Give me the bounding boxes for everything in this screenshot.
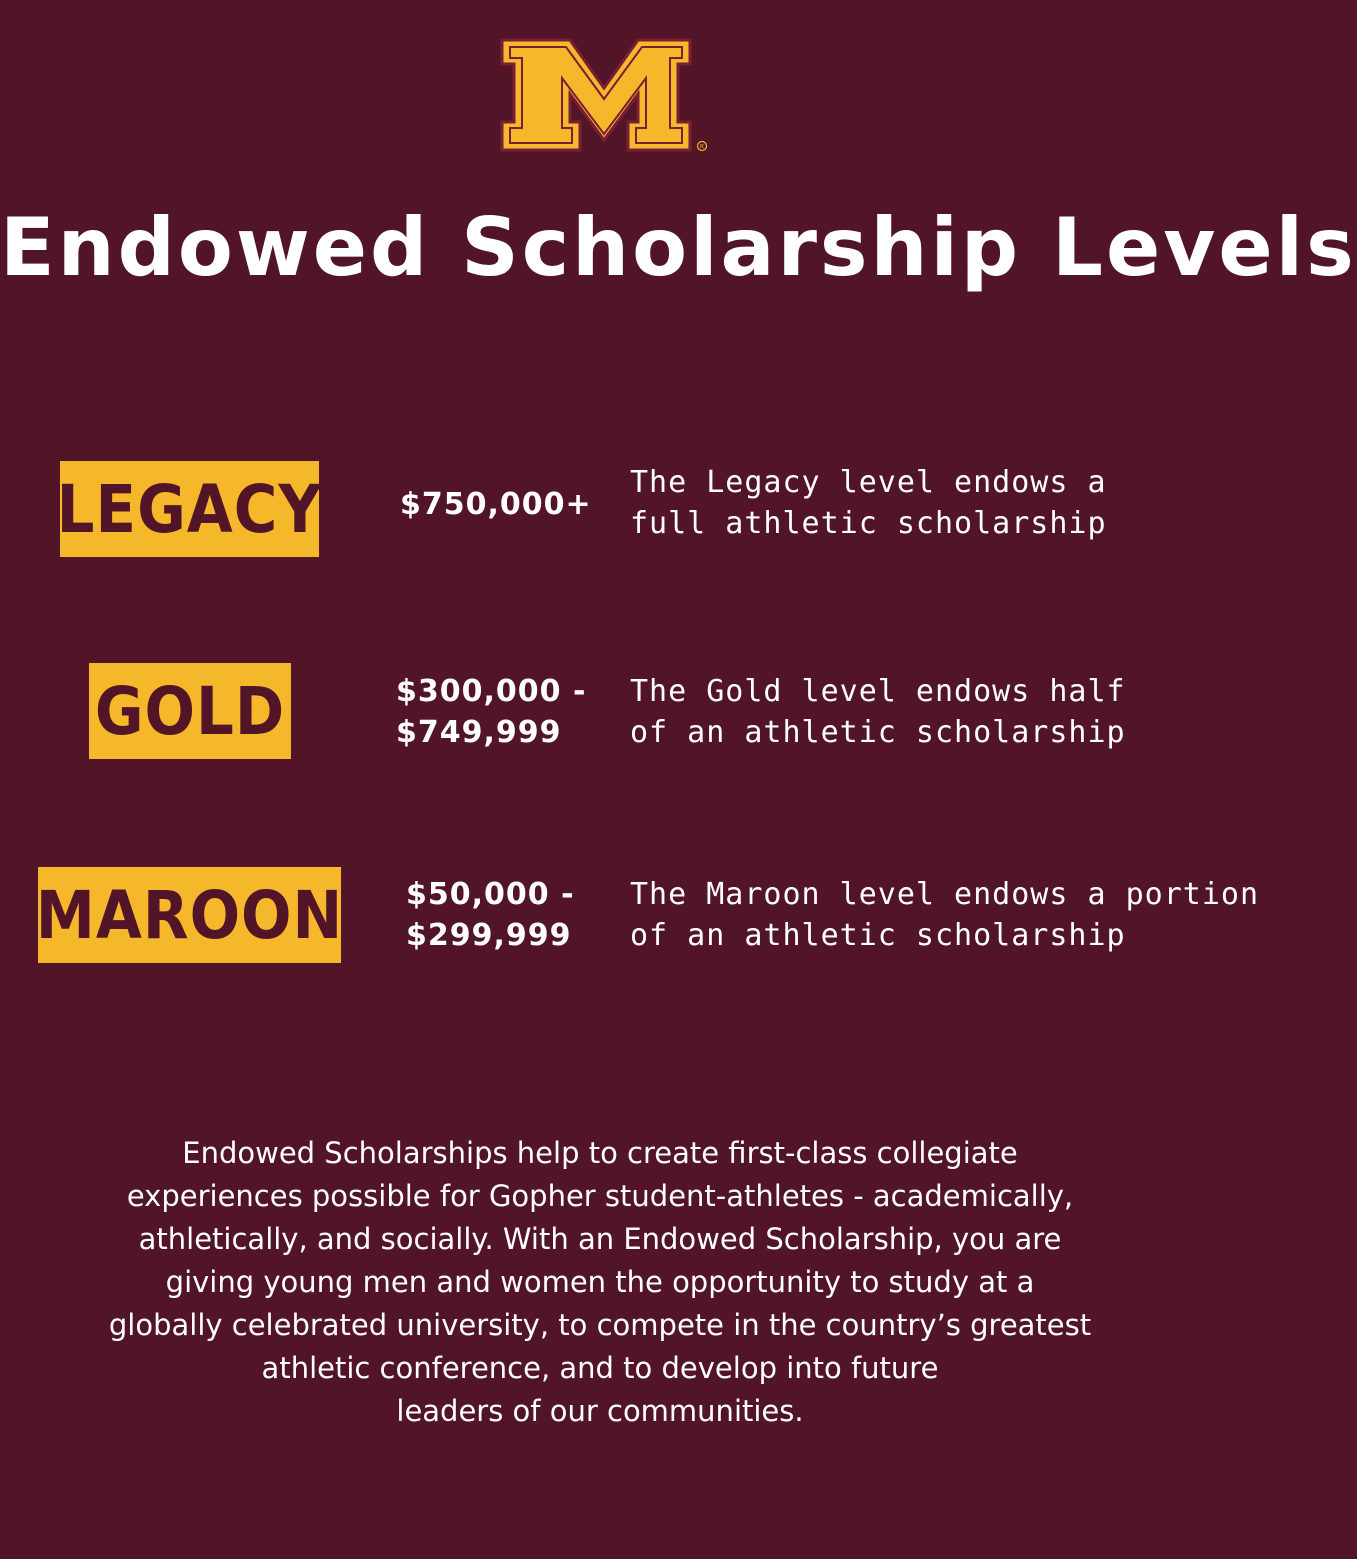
level-description-maroon — [630, 874, 1259, 956]
svg-text:R: R — [699, 143, 705, 151]
body-line: leaders of our communities. — [396, 1394, 804, 1428]
page-title: Endowed Scholarship Levels — [0, 201, 1357, 294]
body-paragraph — [100, 1132, 1100, 1433]
description-line: The Maroon level endows a portion — [630, 877, 1260, 912]
body-line: experiences possible for Gopher student-athletes - academically, — [126, 1179, 1074, 1213]
description-line: The Gold level endows half — [630, 674, 1126, 709]
level-amount-legacy — [400, 484, 592, 525]
level-amount-maroon — [406, 874, 575, 956]
level-amount-gold — [396, 671, 586, 753]
amount-line: $749,999 — [396, 715, 562, 750]
amount-line: $50,000 - — [406, 877, 575, 912]
description-line: of an athletic scholarship — [630, 918, 1126, 953]
body-line: giving young men and women the opportunity to study at a — [165, 1265, 1035, 1299]
amount-line: $300,000 - — [396, 674, 587, 709]
description-line: full athletic scholarship — [630, 506, 1107, 541]
body-line: athletically, and socially. With an Endowed Scholarship, you are — [138, 1222, 1062, 1256]
level-description-legacy — [630, 462, 1107, 544]
level-badge-maroon: MAROON — [38, 867, 341, 963]
amount-line: $750,000+ — [400, 487, 592, 522]
description-line: The Legacy level endows a — [630, 465, 1107, 500]
university-m-logo — [498, 36, 710, 156]
level-badge-gold: GOLD — [89, 663, 291, 759]
description-line: of an athletic scholarship — [630, 715, 1126, 750]
body-line: globally celebrated university, to compete in the country’s greatest — [108, 1308, 1092, 1342]
level-description-gold — [630, 671, 1126, 753]
level-badge-legacy: LEGACY — [60, 461, 319, 557]
body-line: athletic conference, and to develop into future — [261, 1351, 939, 1385]
amount-line: $299,999 — [406, 918, 572, 953]
body-line: Endowed Scholarships help to create first-class collegiate — [182, 1136, 1018, 1170]
